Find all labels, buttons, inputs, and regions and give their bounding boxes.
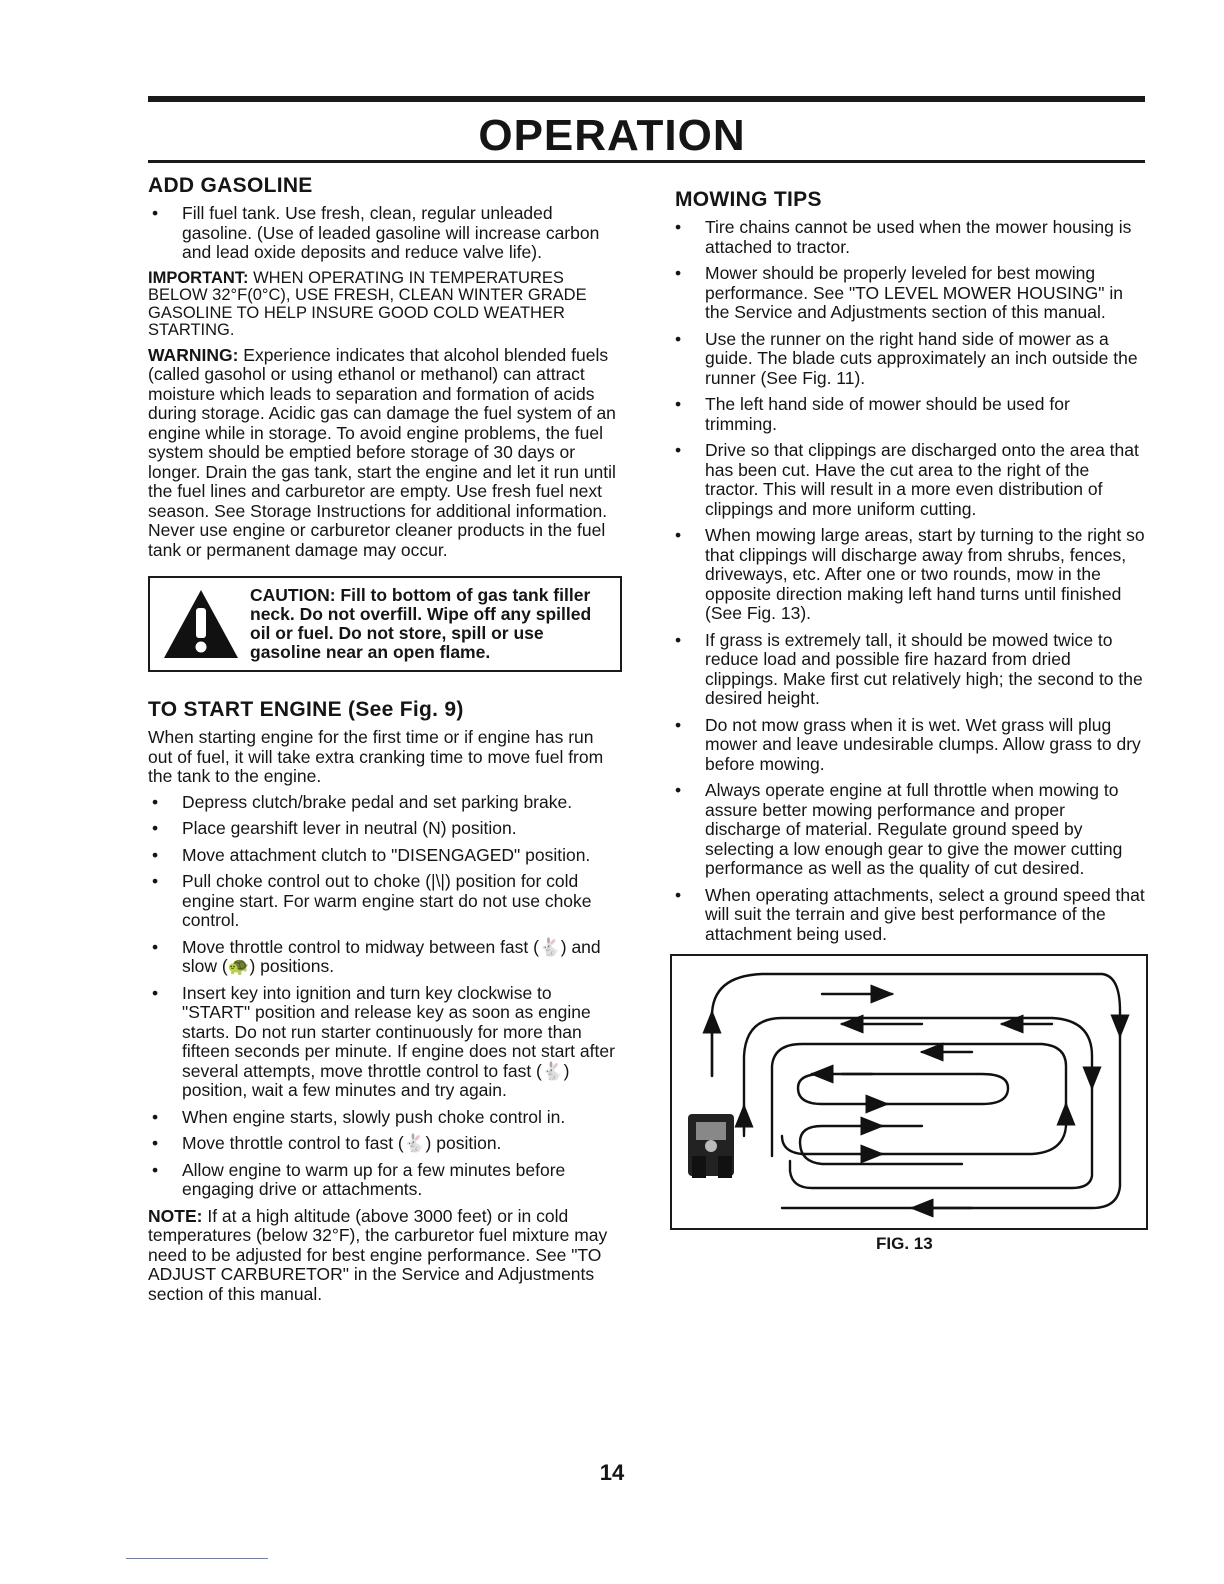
start-engine-intro: When starting engine for the first time or if engine has run out of fuel, it will take extra cranking time to move fuel from the tank to the engine. [148,727,604,786]
note-label: NOTE: [148,1205,203,1226]
title-rule [148,160,1145,163]
page-title: OPERATION [478,111,746,160]
caution-box [148,576,622,672]
list-item: • Use the runner on the right hand side of mower as a guide. The blade cuts approximately an inch outside the runner (See Fig. 11). [675,330,1145,389]
list-item: • Insert key into ignition and turn key clockwise to "START" position and release key as soon as engine starts. Do not run starter continuously for more than fifteen seconds per minute. If engine does not start after several attempts, move throttle control to fast (🐇) position, wait a few minutes and try again. [148,984,622,1101]
start-engine-list [148,793,622,1200]
list-item: • Depress clutch/brake pedal and set parking brake. [148,793,622,813]
list-item: • Move throttle control to midway between fast (🐇) and slow (🐢) positions. [148,938,622,977]
list-item: • Pull choke control out to choke (|\|) position for cold engine start. For warm engine start do not use choke control. [148,872,622,931]
mowing-tips-list [675,218,1145,944]
mowing-pattern-figure [670,954,1148,1230]
add-gasoline-section [148,174,622,672]
left-column [148,174,622,1310]
add-gasoline-heading: ADD GASOLINE [148,174,313,197]
start-engine-heading: TO START ENGINE (See Fig. 9) [148,698,464,721]
list-item: • Mower should be properly leveled for best mowing performance. See "TO LEVEL MOWER HOUSING" in the Service and Adjustments section of this manual. [675,264,1145,323]
start-engine-section [148,698,622,1304]
list-item: • Move attachment clutch to "DISENGAGED" position. [148,846,622,866]
bottom-link-underline [126,1558,268,1559]
list-item: • Tire chains cannot be used when the mower housing is attached to tractor. [675,218,1145,257]
list-item: • The left hand side of mower should be used for trimming. [675,395,1145,434]
mowing-pattern-diagram [672,956,1146,1228]
warning-label: WARNING: [148,344,239,365]
page-number: 14 [599,1460,625,1485]
note-text: If at a high altitude (above 3000 feet) or in cold temperatures (below 32°F), the carburetor fuel mixture may need to be adjusted for best engine performance. See "TO ADJUST CARBURETOR" in the Service and Adjustments section of this manual. [148,1205,608,1304]
add-gasoline-list [148,204,622,263]
caution-text: CAUTION: Fill to bottom of gas tank filler neck. Do not overfill. Wipe off any spilled oil or fuel. Do not store, spill or use gasoline near an open flame. [250,585,592,662]
figure-caption: FIG. 13 [876,1234,933,1253]
list-item: • Drive so that clippings are discharged onto the area that has been cut. Have the cut area to the right of the tractor. This will result in a more even distribution of clippings and more uniform cutting. [675,441,1145,519]
warning-text: Experience indicates that alcohol blended fuels (called gasohol or using ethanol or methanol) can attract moisture which leads to separation and formation of acids during storage. Acidic gas can damage the fuel system of an engine while in storage. To avoid engine problems, the fuel system should be emptied before storage of 30 days or longer. Drain the gas tank, start the engine and let it run until the fuel lines and carburetor are empty. Use fresh fuel next season. See Storage Instructions for additional information. Never use engine or carburetor cleaner products in the fuel tank or permanent damage may occur. [148,344,616,560]
tractor-icon [688,1114,734,1178]
important-label: IMPORTANT: [148,268,249,287]
list-item: • Move throttle control to fast (🐇) position. [148,1134,622,1154]
list-item: • Do not mow grass when it is wet. Wet grass will plug mower and leave undesirable clumps. Allow grass to dry before mowing. [675,716,1145,775]
warning-triangle-icon [162,588,240,660]
list-item: • Fill fuel tank. Use fresh, clean, regular unleaded gasoline. (Use of leaded gasoline will increase carbon and lead oxide deposits and reduce valve life). [148,204,622,263]
important-paragraph [148,270,622,340]
note-paragraph [148,1207,622,1305]
warning-paragraph [148,346,622,561]
list-item: • When engine starts, slowly push choke control in. [148,1108,622,1128]
list-item: • If grass is extremely tall, it should be mowed twice to reduce load and possible fire hazard from dried clippings. Make first cut relatively high; the second to the desired height. [675,631,1145,709]
list-item: • Place gearshift lever in neutral (N) position. [148,819,622,839]
list-item: • When operating attachments, select a ground speed that will suit the terrain and give best performance of the attachment being used. [675,886,1145,945]
right-column [675,188,1145,951]
top-rule [148,96,1145,102]
mowing-tips-heading: MOWING TIPS [675,188,822,211]
important-text: WHEN OPERATING IN TEMPERATURES BELOW 32°F(0°C), USE FRESH, CLEAN WINTER GRADE GASOLINE TO HELP INSURE GOOD COLD WEATHER STARTING. [148,268,587,339]
list-item: • When mowing large areas, start by turning to the right so that clippings will discharge away from shrubs, fences, driveways, etc. After one or two rounds, mow in the opposite direction making left hand turns until finished (See Fig. 13). [675,526,1145,624]
list-item: • Allow engine to warm up for a few minutes before engaging drive or attachments. [148,1161,622,1200]
list-item: • Always operate engine at full throttle when mowing to assure better mowing performance and proper discharge of material. Regulate ground speed by selecting a low enough gear to give the mower cutting performance as well as the quality of cut desired. [675,781,1145,879]
